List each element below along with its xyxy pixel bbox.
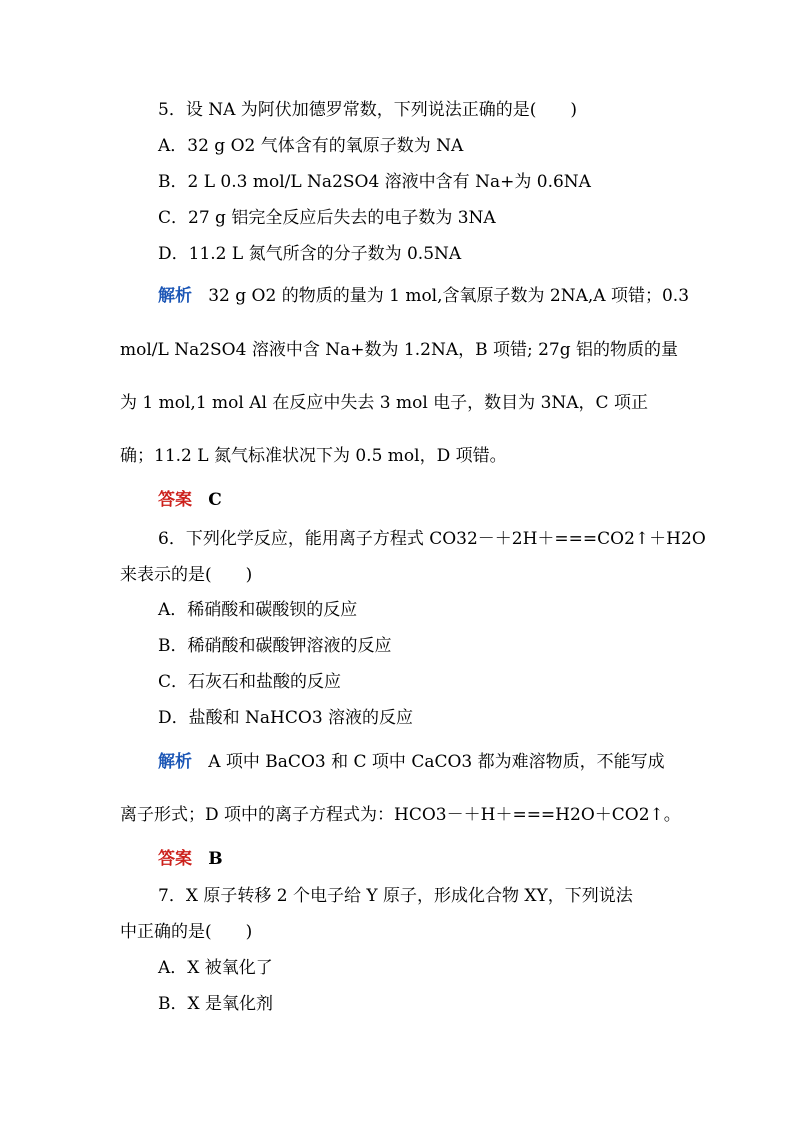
q7-option-a: A．X 被氧化了 [158, 958, 273, 978]
q6-answer-row [158, 847, 223, 871]
q6-option-c: C．石灰石和盐酸的反应 [158, 672, 342, 692]
q6-option-b: B．稀硝酸和碳酸钾溶液的反应 [158, 636, 392, 656]
q5-option-b: B．2 L 0.3 mol/L Na2SO4 溶液中含有 Na+为 0.6NA [158, 172, 591, 192]
q6-analysis-label: 解析 [158, 752, 192, 772]
q6-analysis-line-2: 离子形式；D 项中的离子方程式为：HCO3－＋H＋===H2O＋CO2↑。 [120, 805, 681, 825]
q5-analysis-line-4: 确；11.2 L 氮气标准状况下为 0.5 mol，D 项错。 [120, 446, 507, 466]
q6-option-a: A．稀硝酸和碳酸钡的反应 [158, 600, 358, 620]
q5-answer-label: 答案 [158, 490, 192, 510]
q6-stem-line-2: 来表示的是( ) [120, 565, 253, 585]
q5-answer-value: C [208, 490, 222, 510]
q6-analysis-first-line [158, 750, 665, 774]
q6-answer-value: B [208, 849, 223, 869]
q6-stem-line-1: 6．下列化学反应，能用离子方程式 CO32－＋2H＋===CO2↑＋H2O [158, 529, 706, 549]
q6-option-d: D．盐酸和 NaHCO3 溶液的反应 [158, 708, 414, 728]
q5-answer-row [158, 488, 222, 512]
q5-analysis-line-3: 为 1 mol,1 mol Al 在反应中失去 3 mol 电子，数目为 3NA，C 项正 [120, 393, 648, 413]
q5-option-a: A．32 g O2 气体含有的氧原子数为 NA [158, 136, 464, 156]
q5-analysis-first-line [158, 284, 689, 308]
q6-analysis-line-1: A 项中 BaCO3 和 C 项中 CaCO3 都为难溶物质，不能写成 [208, 752, 665, 772]
q5-option-c: C．27 g 铝完全反应后失去的电子数为 3NA [158, 208, 496, 228]
q5-analysis-line-2: mol/L Na2SO4 溶液中含 Na+数为 1.2NA，B 项错; 27g 铝的物质的量 [120, 340, 679, 360]
q5-stem: 5．设 NA 为阿伏加德罗常数，下列说法正确的是( ) [158, 100, 578, 120]
q5-option-d: D．11.2 L 氮气所含的分子数为 0.5NA [158, 244, 462, 264]
q7-option-b: B．X 是氧化剂 [158, 994, 273, 1014]
q7-stem-line-2: 中正确的是( ) [120, 922, 253, 942]
q5-analysis-label: 解析 [158, 286, 192, 306]
q5-analysis-line-1: 32 g O2 的物质的量为 1 mol,含氧原子数为 2NA,A 项错；0.3 [208, 286, 690, 306]
q7-stem-line-1: 7．X 原子转移 2 个电子给 Y 原子，形成化合物 XY，下列说法 [158, 886, 633, 906]
q6-answer-label: 答案 [158, 849, 192, 869]
